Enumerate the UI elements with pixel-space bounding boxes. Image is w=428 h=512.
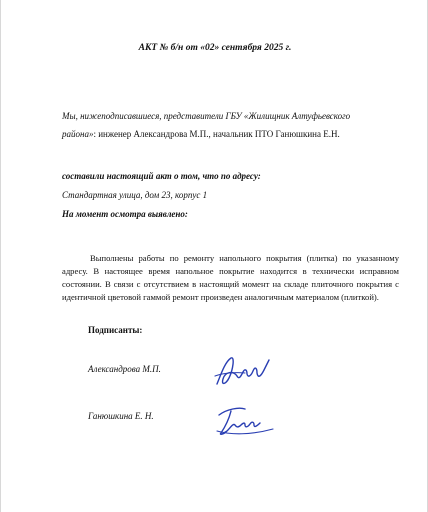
body-paragraph: [62, 252, 399, 304]
compose-line: составили настоящий акт о том, что по адресу:: [62, 171, 261, 181]
intro-line-2-italic: района»: [62, 129, 94, 139]
document-title: АКТ № б/н от «02» сентября 2025 г.: [138, 43, 292, 53]
signer-2-name: Ганюшкина Е. Н.: [88, 411, 154, 421]
intro-line-2-rest: : инженер Александрова М.П., начальник ПТО Ганюшкина Е.Н.: [93, 129, 340, 139]
signature-2: [207, 395, 279, 445]
address: Стандартная улица, дом 23, корпус 1: [62, 190, 208, 200]
inspection-heading: На момент осмотра выявлено:: [62, 209, 188, 219]
intro-line-1: Мы, нижеподписавшиеся, представители ГБУ «Жилищник Алтуфьевского: [62, 111, 351, 121]
body-text: Выполнены работы по ремонту напольного покрытия (плитка) по указанному адресу. В настоящее время напольное покрытие находится в технически исправном состоянии. В связи с отсутствием в настоящий момент на складе плиточного покрытия с идентичной цветовой гаммой ремонт произведен аналогичным материалом (плиткой).: [62, 253, 399, 303]
signatures-heading: Подписанты:: [88, 325, 143, 335]
intro-line-2: [62, 129, 340, 139]
signer-1-name: Александрова М.П.: [88, 364, 161, 374]
signature-1: [207, 346, 279, 396]
